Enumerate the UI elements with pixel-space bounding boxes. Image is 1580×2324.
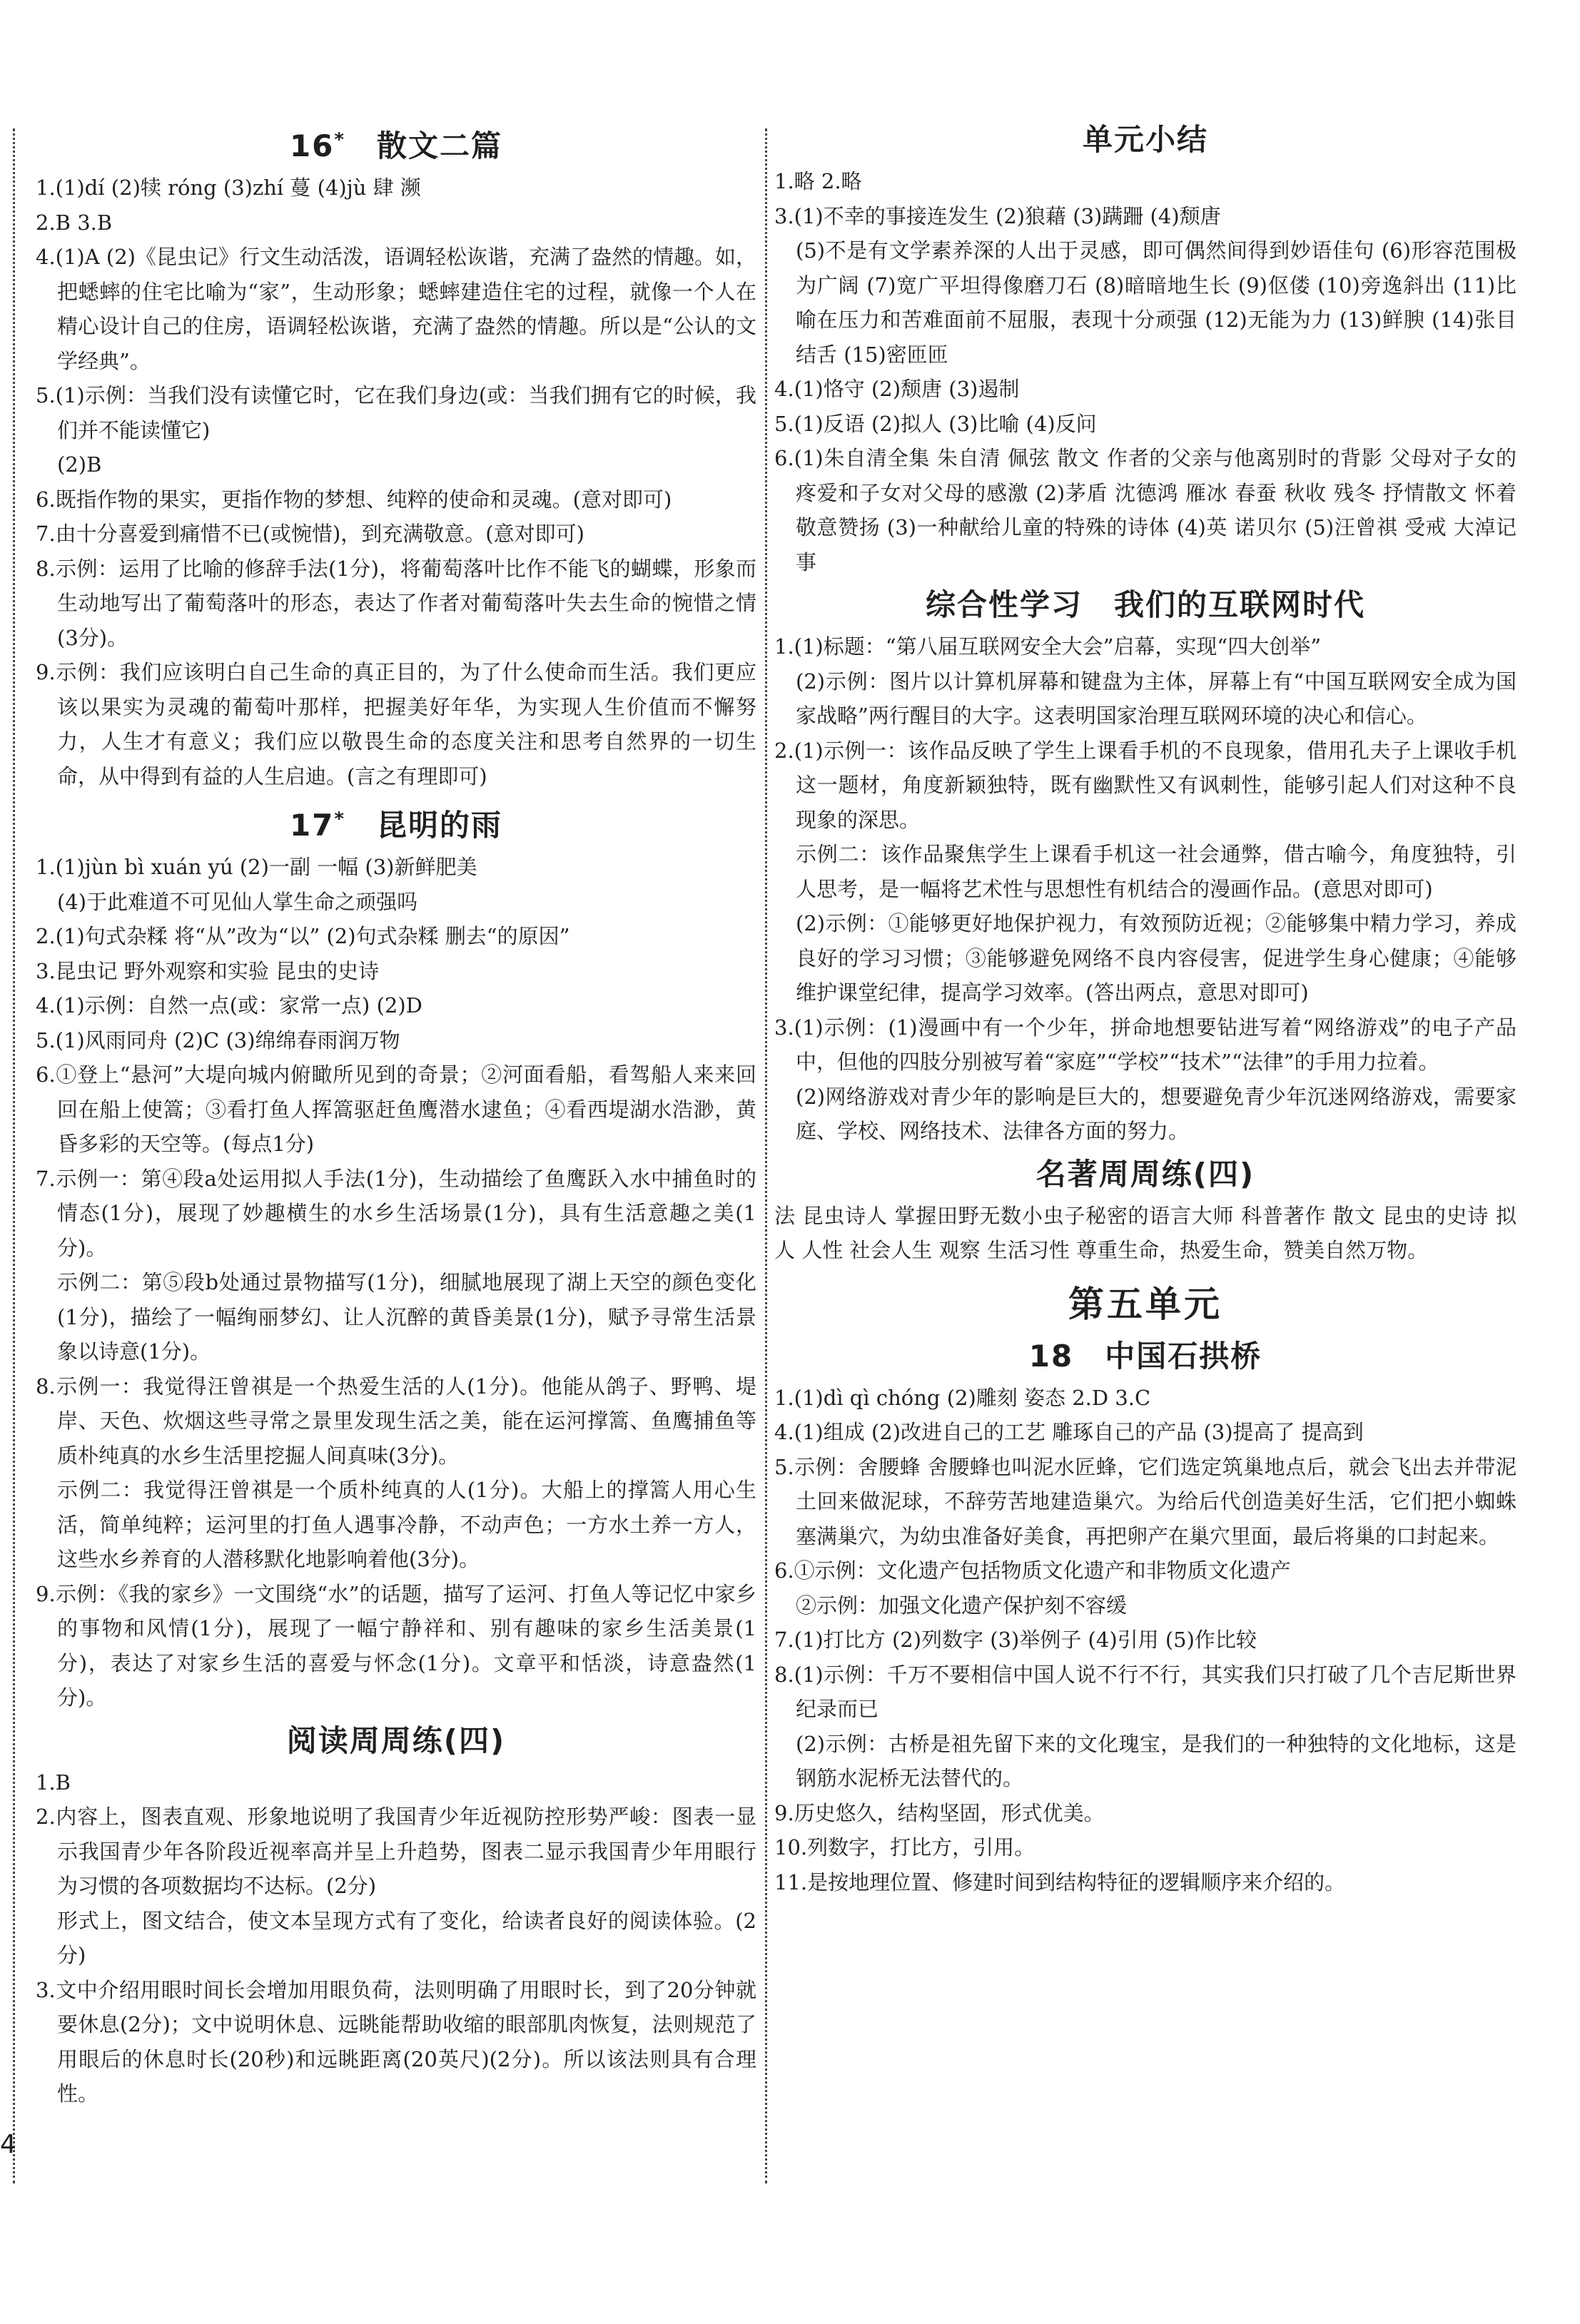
answer-line: ②示例：加强文化遗产保护刻不容缓 [796,1593,1128,1618]
unit-summary-answers [774,164,1516,579]
section-16-title: 16* 散文二篇 [289,128,503,163]
answer-line: 8.示例：运用了比喻的修辞手法(1分)，将葡萄落叶比作不能飞的蝴蝶，形象而生动地写出了葡萄落叶的形态，表达了作者对葡萄落叶失去生命的惋惜之情(3分)。 [36,556,756,650]
answer-line: 6.既指作物的果实，更指作物的梦想、纯粹的使命和灵魂。(意对即可) [36,487,672,512]
answer-line: 5.(1)反语 (2)拟人 (3)比喻 (4)反问 [774,411,1097,436]
section-18-title: 18 中国石拱桥 [1028,1338,1262,1374]
answer-line: 9.历史悠久，结构坚固，形式优美。 [774,1800,1105,1825]
answer-line: (5)不是有文学素养深的人出于灵感，即可偶然间得到妙语佳句 (6)形容范围极为广阔 (7)宽广平坦得像磨刀石 (8)暗暗地生长 (9)伛偻 (10)旁逸斜出 (11)比喻在压力和苦难面前不屈服，表现十分顽强 (12)无能为力 (13)鲜腴 (14)张目结舌 (15)密匝匝 [796,238,1516,367]
answer-line: 10.列数字，打比方，引用。 [774,1835,1035,1859]
reading-weekly-answers [36,1765,756,2111]
answer-line: 1.(1)jùn bì xuán yú (2)一副 一幅 (3)新鲜肥美 [36,855,477,879]
answer-line: 1.(1)dí (2)犊 róng (3)zhí 蔓 (4)jù 肆 濒 [36,176,421,200]
answer-line: (2)示例：古桥是祖先留下来的文化瑰宝，是我们的一种独特的文化地标，这是钢筋水泥桥无法替代的。 [796,1731,1516,1790]
answer-line: 形式上，图文结合，使文本呈现方式有了变化，给读者良好的阅读体验。(2分) [57,1908,756,1967]
answer-line: 3.昆虫记 野外观察和实验 昆虫的史诗 [36,958,380,983]
answer-line: 5.(1)示例：当我们没有读懂它时，它在我们身边(或：当我们拥有它的时候，我们并不能读懂它) [36,383,756,442]
answer-line: (2)网络游戏对青少年的影响是巨大的，想要避免青少年沉迷网络游戏，需要家庭、学校、网络技术、法律各方面的努力。 [796,1084,1516,1143]
answer-line: 11.是按地理位置、修建时间到结构特征的逻辑顺序来介绍的。 [774,1869,1346,1894]
answer-line: (4)于此难道不可见仙人掌生命之顽强吗 [57,889,418,914]
answer-line: 示例二：第⑤段b处通过景物描写(1分)，细腻地展现了湖上天空的颜色变化(1分)，描绘了一幅绚丽梦幻、让人沉醉的黄昏美景(1分)，赋予寻常生活景象以诗意(1分)。 [57,1270,756,1364]
unit-summary-title: 单元小结 [1082,122,1208,157]
answer-line: (2)B [57,452,102,477]
classic-weekly-title: 名著周周练(四) [1035,1156,1255,1192]
answer-line: 3.(1)不幸的事接连发生 (2)狼藉 (3)蹒跚 (4)颓唐 [774,203,1221,228]
section-16-answers [36,171,756,793]
answer-line: 2.B 3.B [36,210,113,235]
answer-line: 示例二：我觉得汪曾祺是一个质朴纯真的人(1分)。大船上的撑篙人用心生活，简单纯粹；运河里的打鱼人遇事冷静，不动声色；一方水土养一方人，这些水乡养育的人潜移默化地影响着他(3分)。 [57,1478,756,1571]
section-17-answers [36,850,756,1715]
answer-line: 8.(1)示例：千万不要相信中国人说不行不行，其实我们只打破了几个吉尼斯世界纪录而已 [774,1662,1516,1721]
answer-line: 6.①示例：文化遗产包括物质文化遗产和非物质文化遗产 [774,1558,1291,1583]
answer-line: 6.(1)朱自清全集 朱自清 佩弦 散文 作者的父亲与他离别时的背影 父母对子女的疼爱和子女对父母的感激 (2)茅盾 沈德鸿 雁冰 春蚕 秋收 残冬 抒情散文 怀着敬意赞扬 (3)一种献给儿童的特殊的诗体 (4)英 诺贝尔 (5)汪曾祺 受戒 大淖记事 [774,446,1516,574]
comprehensive-learning-title: 综合性学习 我们的互联网时代 [925,587,1365,622]
answer-line: 6.①登上“悬河”大堤向城内俯瞰所见到的奇景；②河面看船，看驾船人来来回回在船上使篙；③看打鱼人挥篙驱赶鱼鹰潜水逮鱼；④看西堤湖水浩渺，黄昏多彩的天空等。(每点1分) [36,1062,756,1156]
section-18-answers [774,1381,1516,1900]
answer-line: 5.(1)风雨同舟 (2)C (3)绵绵春雨润万物 [36,1027,400,1052]
answer-line: 2.内容上，图表直观、形象地说明了我国青少年近视防控形势严峻：图表一显示我国青少年各阶段近视率高并呈上升趋势，图表二显示我国青少年用眼行为习惯的各项数据均不达标。(2分) [36,1805,756,1898]
section-17-title: 17* 昆明的雨 [289,808,503,843]
answer-line: 7.示例一：第④段a处运用拟人手法(1分)，生动描绘了鱼鹰跃入水中捕鱼时的情态(1分)，展现了妙趣横生的水乡生活场景(1分)，具有生活意趣之美(1分)。 [36,1166,756,1260]
answer-line: 示例二：该作品聚焦学生上课看手机这一社会通弊，借古喻今，角度独特，引人思考，是一幅将艺术性与思想性有机结合的漫画作品。(意思对即可) [796,842,1516,901]
answer-line: 7.(1)打比方 (2)列数字 (3)举例子 (4)引用 (5)作比较 [774,1628,1257,1652]
answer-line: 1.略 2.略 [774,169,862,193]
answer-line: 1.(1)dì qì chóng (2)雕刻 姿态 2.D 3.C [774,1385,1151,1410]
answer-line: 4.(1)组成 (2)改进自己的工艺 雕琢自己的产品 (3)提高了 提高到 [774,1420,1364,1444]
answer-line: 1.B [36,1770,71,1795]
answer-line: 9.示例：《我的家乡》一文围绕“水”的话题，描写了运河、打鱼人等记忆中家乡的事物和风情(1分)，展现了一幅宁静祥和、别有趣味的家乡生活美景(1分)，表达了对家乡生活的喜爱与怀念(1分)。文章平和恬淡，诗意盎然(1分)。 [36,1581,756,1710]
answer-line: 7.由十分喜爱到痛惜不已(或惋惜)，到充满敬意。(意对即可) [36,522,584,546]
answer-line: 5.示例：舍腰蜂 舍腰蜂也叫泥水匠蜂，它们选定筑巢地点后，就会飞出去并带泥土回来做泥球，不辞劳苦地建造巢穴。为给后代创造美好生活，它们把小蜘蛛塞满巢穴，为幼虫准备好美食，再把卵产在巢穴里面，最后将巢的口封起来。 [774,1454,1516,1548]
answer-line: (2)示例：①能够更好地保护视力，有效预防近视；②能够集中精力学习，养成良好的学习习惯；③能够避免网络不良内容侵害，促进学生身心健康；④能够维护课堂纪律，提高学习效率。(答出两点，意思对即可) [796,911,1516,1005]
right-column [774,114,1516,1899]
answer-line: (2)示例：图片以计算机屏幕和键盘为主体，屏幕上有“中国互联网安全成为国家战略”两行醒目的大字。这表明国家治理互联网环境的决心和信心。 [796,669,1516,728]
page-number: 4 [0,2130,16,2159]
column-divider [765,128,767,2183]
comprehensive-learning-answers [774,629,1516,1149]
answer-line: 3.文中介绍用眼时间长会增加用眼负荷，法则明确了用眼时长，到了20分钟就要休息(2分)；文中说明休息、远眺能帮助收缩的眼部肌肉恢复，法则规范了用眼后的休息时长(20秒)和远眺距离(20英尺)(2分)。所以该法则具有合理性。 [36,1977,756,2106]
left-column [36,114,756,2111]
answer-line: 3.(1)示例：(1)漫画中有一个少年，拼命地想要钻进写着“网络游戏”的电子产品中，但他的四肢分别被写着“家庭”“学校”“技术”“法律”的手用力拉着。 [774,1015,1516,1074]
answer-line: 2.(1)句式杂糅 将“从”改为“以” (2)句式杂糅 删去“的原因” [36,924,570,948]
answer-line: 4.(1)恪守 (2)颓唐 (3)遏制 [774,377,1020,401]
answer-line: 9.示例：我们应该明白自己生命的真正目的，为了什么使命而生活。我们更应该以果实为灵魂的葡萄叶那样，把握美好年华，为实现人生价值而不懈努力，人生才有意义；我们应以敬畏生命的态度关注和思考自然界的一切生命，从中得到有益的人生启迪。(言之有理即可) [36,660,756,788]
answer-line: 4.(1)示例：自然一点(或：家常一点) (2)D [36,993,422,1018]
answer-line: 2.(1)示例一：该作品反映了学生上课看手机的不良现象，借用孔夫子上课收手机这一题材，角度新颖独特，既有幽默性又有讽刺性，能够引起人们对这种不良现象的深思。 [774,738,1516,832]
left-margin-divider [13,128,15,2183]
answer-line: 1.(1)标题：“第八届互联网安全大会”启幕，实现“四大创举” [774,634,1322,659]
unit-five-title: 第五单元 [1068,1283,1222,1325]
answer-line: 8.示例一：我觉得汪曾祺是一个热爱生活的人(1分)。他能从鸽子、野鸭、堤岸、天色、炊烟这些寻常之景里发现生活之美，能在运河撑篙、鱼鹰捕鱼等质朴纯真的水乡生活里挖掘人间真味(3分)。 [36,1374,756,1468]
answer-line: 4.(1)A (2)《昆虫记》行文生动活泼，语调轻松诙谐，充满了盎然的情趣。如，把蟋蟀的住宅比喻为“家”，生动形象；蟋蟀建造住宅的过程，就像一个人在精心设计自己的住房，语调轻松诙谐，充满了盎然的情趣。所以是“公认的文学经典”。 [36,245,756,373]
reading-weekly-title: 阅读周周练(四) [286,1722,506,1758]
classic-weekly-answer: 法 昆虫诗人 掌握田野无数小虫子秘密的语言大师 科普著作 散文 昆虫的史诗 拟人 人性 社会人生 观察 生活习性 尊重生命，热爱生命，赞美自然万物。 [774,1203,1516,1262]
